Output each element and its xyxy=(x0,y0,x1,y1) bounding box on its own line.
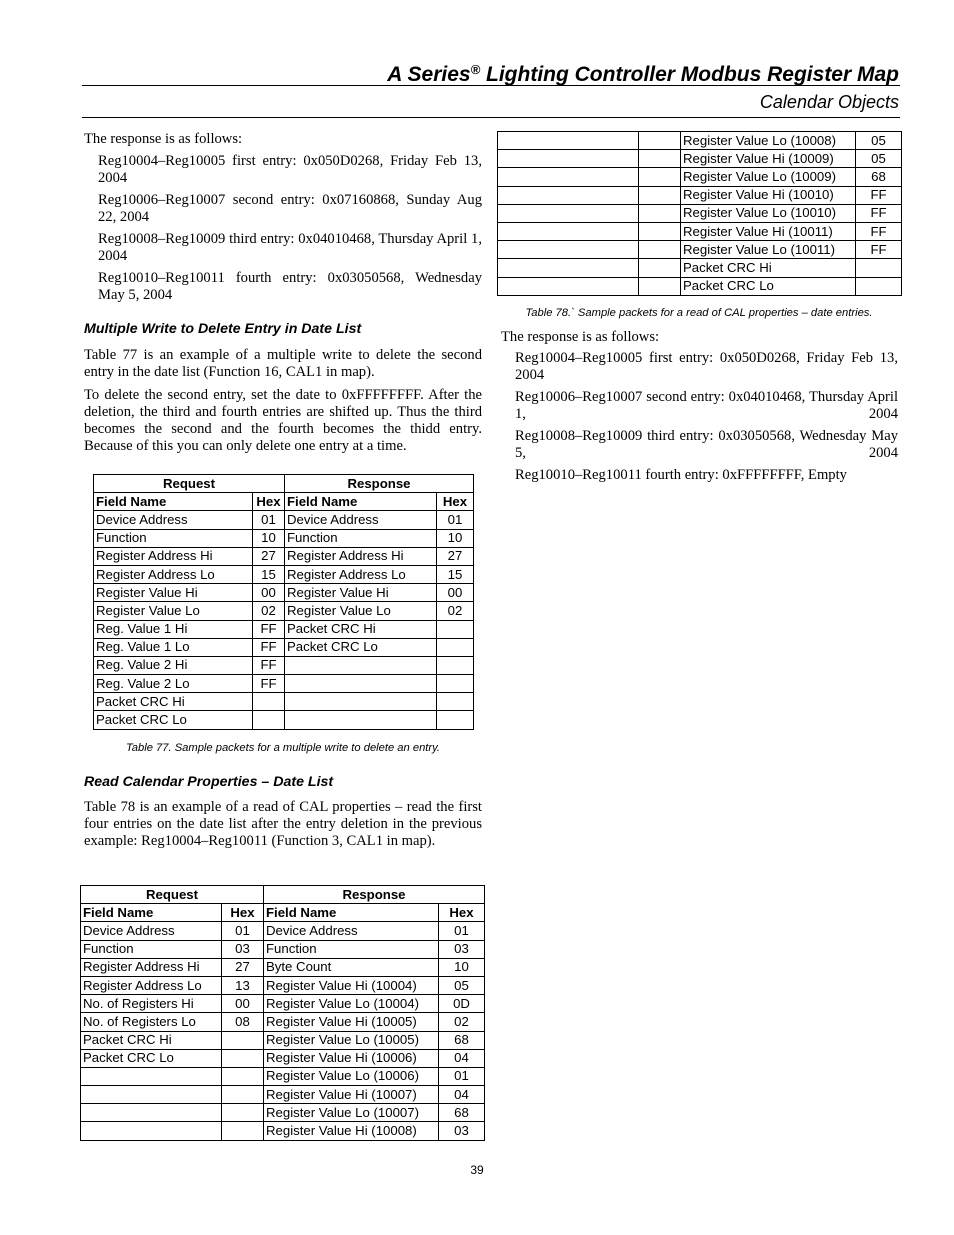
table-row xyxy=(81,940,485,958)
table-row xyxy=(94,693,474,711)
request-hex-cell xyxy=(639,150,681,168)
response-field-cell: Register Value Hi (10011) xyxy=(681,222,856,240)
table-row xyxy=(81,1086,485,1104)
table-row xyxy=(94,529,474,547)
table-row xyxy=(94,675,474,693)
response-field-cell: Register Value Lo (10011) xyxy=(681,241,856,259)
request-field-cell xyxy=(81,1104,222,1122)
response-field-cell: Register Value Hi (10005) xyxy=(264,1013,439,1031)
request-field-cell: Packet CRC Lo xyxy=(81,1049,222,1067)
response-field-cell: Function xyxy=(264,940,439,958)
table-77 xyxy=(93,474,474,730)
table-column-header xyxy=(94,493,474,511)
request-hex-cell: 00 xyxy=(222,995,264,1013)
request-field-cell: Reg. Value 1 Lo xyxy=(94,638,253,656)
table-row xyxy=(498,241,902,259)
response-hex-cell: 01 xyxy=(439,1067,485,1085)
request-field-cell xyxy=(498,150,639,168)
entry-1-right: Reg10004–Reg10005 first entry: 0x050D0268, Friday Feb 13, 2004 xyxy=(515,350,898,383)
para-table78-intro: Table 78 is an example of a read of CAL properties – read the first four entries on the date list after the entry deletion in the previous example: Reg10004–Reg10011 (Function 3, CAL1 in map). xyxy=(84,799,482,849)
request-field-cell xyxy=(498,241,639,259)
request-field-cell: Register Address Lo xyxy=(94,565,253,583)
request-field-cell xyxy=(81,1067,222,1085)
table-row xyxy=(94,711,474,729)
table-row xyxy=(498,132,902,150)
table-column-header xyxy=(81,904,485,922)
response-field-cell: Register Address Hi xyxy=(285,547,437,565)
request-header: Request xyxy=(81,886,264,904)
request-hex-cell xyxy=(639,204,681,222)
response-field-cell: Packet CRC Lo xyxy=(285,638,437,656)
response-hex-cell: FF xyxy=(856,204,902,222)
response-field-cell: Device Address xyxy=(285,511,437,529)
response-hex-cell xyxy=(437,620,474,638)
request-hex-cell xyxy=(639,186,681,204)
request-field-cell xyxy=(498,222,639,240)
table-row xyxy=(498,259,902,277)
request-field-cell: Function xyxy=(81,940,222,958)
response-intro-right: The response is as follows: xyxy=(501,329,660,345)
table-row xyxy=(94,584,474,602)
entry-3-right: Reg10008–Reg10009 third entry: 0x03050568, Wednesday May 5, 2004 xyxy=(515,428,898,461)
response-hex-cell: 02 xyxy=(439,1013,485,1031)
response-hex-cell: 00 xyxy=(437,584,474,602)
request-header: Request xyxy=(94,475,285,493)
field-name-header: Field Name xyxy=(285,493,437,511)
request-field-cell: Reg. Value 2 Hi xyxy=(94,656,253,674)
table-row xyxy=(498,277,902,295)
response-header: Response xyxy=(285,475,474,493)
response-hex-cell: 05 xyxy=(439,976,485,994)
response-field-cell: Packet CRC Hi xyxy=(285,620,437,638)
response-hex-cell xyxy=(437,656,474,674)
header-rule-bottom xyxy=(82,117,900,118)
response-field-cell: Register Value Lo (10007) xyxy=(264,1104,439,1122)
response-hex-cell: 01 xyxy=(439,922,485,940)
table-row xyxy=(498,168,902,186)
request-hex-cell xyxy=(639,259,681,277)
request-hex-cell xyxy=(222,1104,264,1122)
response-hex-cell: FF xyxy=(856,241,902,259)
request-hex-cell: 13 xyxy=(222,976,264,994)
para-delete-explanation: To delete the second entry, set the date to 0xFFFFFFFF. After the deletion, the third and fourth entries are shifted up. Thus the third becomes the second and the fourth becomes the thidd entry. Because of this you can only delete one entry at a time. xyxy=(84,387,482,454)
table-78-caption: Table 78.` Sample packets for a read of CAL properties – date entries. xyxy=(525,307,873,319)
response-hex-cell xyxy=(856,259,902,277)
table-row xyxy=(81,1049,485,1067)
response-intro: The response is as follows: xyxy=(84,131,243,147)
response-field-cell xyxy=(285,693,437,711)
response-hex-cell: FF xyxy=(856,186,902,204)
request-hex-cell: 01 xyxy=(253,511,285,529)
request-hex-cell xyxy=(222,1067,264,1085)
request-hex-cell: 02 xyxy=(253,602,285,620)
response-hex-cell: 15 xyxy=(437,565,474,583)
request-field-cell xyxy=(498,186,639,204)
request-field-cell xyxy=(498,277,639,295)
response-field-cell: Register Value Lo xyxy=(285,602,437,620)
request-field-cell: Register Address Hi xyxy=(94,547,253,565)
request-field-cell: Register Value Lo xyxy=(94,602,253,620)
request-field-cell: No. of Registers Hi xyxy=(81,995,222,1013)
request-hex-cell xyxy=(639,241,681,259)
request-hex-cell xyxy=(639,132,681,150)
request-hex-cell: FF xyxy=(253,638,285,656)
request-field-cell xyxy=(81,1122,222,1140)
response-hex-cell: 10 xyxy=(439,958,485,976)
response-hex-cell: 03 xyxy=(439,1122,485,1140)
field-name-header: Field Name xyxy=(81,904,222,922)
response-hex-cell xyxy=(437,711,474,729)
entry-1: Reg10004–Reg10005 first entry: 0x050D0268, Friday Feb 13, 2004 xyxy=(98,153,482,186)
request-field-cell: No. of Registers Lo xyxy=(81,1013,222,1031)
title-text-rest: Lighting Controller Modbus Register Map xyxy=(480,63,899,86)
response-hex-cell: 68 xyxy=(856,168,902,186)
request-hex-cell: 01 xyxy=(222,922,264,940)
entry-2: Reg10006–Reg10007 second entry: 0x07160868, Sunday Aug 22, 2004 xyxy=(98,192,482,225)
table-row xyxy=(498,150,902,168)
response-field-cell: Register Value Hi xyxy=(285,584,437,602)
entry-4: Reg10010–Reg10011 fourth entry: 0x03050568, Wednesday May 5, 2004 xyxy=(98,270,482,303)
field-name-header: Field Name xyxy=(264,904,439,922)
response-field-cell: Device Address xyxy=(264,922,439,940)
table-row xyxy=(498,222,902,240)
response-hex-cell: 05 xyxy=(856,132,902,150)
table-row xyxy=(81,1067,485,1085)
response-field-cell xyxy=(285,656,437,674)
request-field-cell: Register Value Hi xyxy=(94,584,253,602)
response-field-cell xyxy=(285,675,437,693)
request-field-cell xyxy=(498,259,639,277)
response-field-cell: Register Value Hi (10009) xyxy=(681,150,856,168)
response-field-cell: Register Value Lo (10005) xyxy=(264,1031,439,1049)
request-field-cell: Packet CRC Lo xyxy=(94,711,253,729)
hex-header: Hex xyxy=(439,904,485,922)
response-field-cell: Register Value Hi (10007) xyxy=(264,1086,439,1104)
table-row xyxy=(94,638,474,656)
entry-2-right: Reg10006–Reg10007 second entry: 0x04010468, Thursday April 1, 2004 xyxy=(515,389,898,422)
page-number: 39 xyxy=(470,1163,484,1177)
request-hex-cell xyxy=(253,693,285,711)
table-row xyxy=(81,1031,485,1049)
response-field-cell: Packet CRC Lo xyxy=(681,277,856,295)
table-row xyxy=(81,958,485,976)
request-hex-cell: 27 xyxy=(222,958,264,976)
section-subtitle: Calendar Objects xyxy=(759,92,899,112)
response-header: Response xyxy=(264,886,485,904)
request-hex-cell: FF xyxy=(253,620,285,638)
header-rule-top xyxy=(82,85,900,86)
response-field-cell: Register Value Lo (10009) xyxy=(681,168,856,186)
table-78-part-1 xyxy=(80,885,485,1141)
request-field-cell: Reg. Value 1 Hi xyxy=(94,620,253,638)
response-field-cell xyxy=(285,711,437,729)
table-row xyxy=(94,656,474,674)
response-field-cell: Register Value Hi (10008) xyxy=(264,1122,439,1140)
registered-mark: ® xyxy=(470,62,481,77)
table-row xyxy=(94,602,474,620)
entry-4-right: Reg10010–Reg10011 fourth entry: 0xFFFFFFFF, Empty xyxy=(515,467,847,483)
hex-header: Hex xyxy=(222,904,264,922)
request-field-cell: Packet CRC Hi xyxy=(81,1031,222,1049)
request-field-cell xyxy=(498,168,639,186)
response-hex-cell: 01 xyxy=(437,511,474,529)
request-hex-cell xyxy=(253,711,285,729)
request-field-cell: Reg. Value 2 Lo xyxy=(94,675,253,693)
request-field-cell xyxy=(498,204,639,222)
request-hex-cell: 08 xyxy=(222,1013,264,1031)
table-77-caption: Table 77. Sample packets for a multiple write to delete an entry. xyxy=(125,742,441,754)
request-hex-cell: 03 xyxy=(222,940,264,958)
request-hex-cell xyxy=(222,1122,264,1140)
response-hex-cell: 04 xyxy=(439,1049,485,1067)
request-field-cell xyxy=(81,1086,222,1104)
response-field-cell: Register Value Lo (10010) xyxy=(681,204,856,222)
response-hex-cell xyxy=(437,675,474,693)
table-row xyxy=(498,186,902,204)
response-hex-cell: 68 xyxy=(439,1104,485,1122)
table-row xyxy=(94,511,474,529)
field-name-header: Field Name xyxy=(94,493,253,511)
request-field-cell: Register Address Hi xyxy=(81,958,222,976)
para-table77-intro: Table 77 is an example of a multiple write to delete the second entry in the date list (Function 16, CAL1 in map). xyxy=(84,347,482,380)
response-hex-cell: 05 xyxy=(856,150,902,168)
response-hex-cell xyxy=(856,277,902,295)
response-field-cell: Register Address Lo xyxy=(285,565,437,583)
response-hex-cell xyxy=(437,638,474,656)
request-field-cell: Device Address xyxy=(94,511,253,529)
request-hex-cell: FF xyxy=(253,656,285,674)
request-field-cell: Register Address Lo xyxy=(81,976,222,994)
response-field-cell: Register Value Lo (10008) xyxy=(681,132,856,150)
table-row xyxy=(94,547,474,565)
request-hex-cell: 10 xyxy=(253,529,285,547)
request-hex-cell xyxy=(639,222,681,240)
response-field-cell: Register Value Lo (10004) xyxy=(264,995,439,1013)
response-field-cell: Register Value Lo (10006) xyxy=(264,1067,439,1085)
request-field-cell: Device Address xyxy=(81,922,222,940)
table-row xyxy=(81,922,485,940)
heading-read-calendar: Read Calendar Properties – Date List xyxy=(84,774,334,790)
table-row xyxy=(81,995,485,1013)
table-group-header xyxy=(94,475,474,493)
request-hex-cell: 27 xyxy=(253,547,285,565)
request-field-cell: Packet CRC Hi xyxy=(94,693,253,711)
response-hex-cell: FF xyxy=(856,222,902,240)
table-row xyxy=(81,1104,485,1122)
request-hex-cell: 00 xyxy=(253,584,285,602)
response-field-cell: Register Value Hi (10006) xyxy=(264,1049,439,1067)
table-row xyxy=(81,976,485,994)
request-hex-cell: 15 xyxy=(253,565,285,583)
title-text: A Series xyxy=(387,63,471,86)
request-field-cell xyxy=(498,132,639,150)
response-hex-cell: 10 xyxy=(437,529,474,547)
response-hex-cell: 27 xyxy=(437,547,474,565)
response-hex-cell: 03 xyxy=(439,940,485,958)
request-field-cell: Function xyxy=(94,529,253,547)
hex-header: Hex xyxy=(253,493,285,511)
response-field-cell: Function xyxy=(285,529,437,547)
response-hex-cell: 02 xyxy=(437,602,474,620)
request-hex-cell xyxy=(222,1031,264,1049)
table-row xyxy=(94,565,474,583)
heading-multiple-write: Multiple Write to Delete Entry in Date List xyxy=(84,321,362,337)
response-field-cell: Register Value Hi (10010) xyxy=(681,186,856,204)
response-hex-cell xyxy=(437,693,474,711)
response-field-cell: Packet CRC Hi xyxy=(681,259,856,277)
request-hex-cell xyxy=(639,277,681,295)
table-row xyxy=(94,620,474,638)
response-hex-cell: 04 xyxy=(439,1086,485,1104)
table-78-part-2 xyxy=(497,131,902,296)
hex-header: Hex xyxy=(437,493,474,511)
table-group-header xyxy=(81,886,485,904)
response-field-cell: Byte Count xyxy=(264,958,439,976)
request-hex-cell: FF xyxy=(253,675,285,693)
response-field-cell: Register Value Hi (10004) xyxy=(264,976,439,994)
request-hex-cell xyxy=(222,1049,264,1067)
response-hex-cell: 68 xyxy=(439,1031,485,1049)
table-row xyxy=(81,1122,485,1140)
request-hex-cell xyxy=(222,1086,264,1104)
response-hex-cell: 0D xyxy=(439,995,485,1013)
request-hex-cell xyxy=(639,168,681,186)
table-row xyxy=(498,204,902,222)
entry-3: Reg10008–Reg10009 third entry: 0x04010468, Thursday April 1, 2004 xyxy=(98,231,482,264)
table-row xyxy=(81,1013,485,1031)
